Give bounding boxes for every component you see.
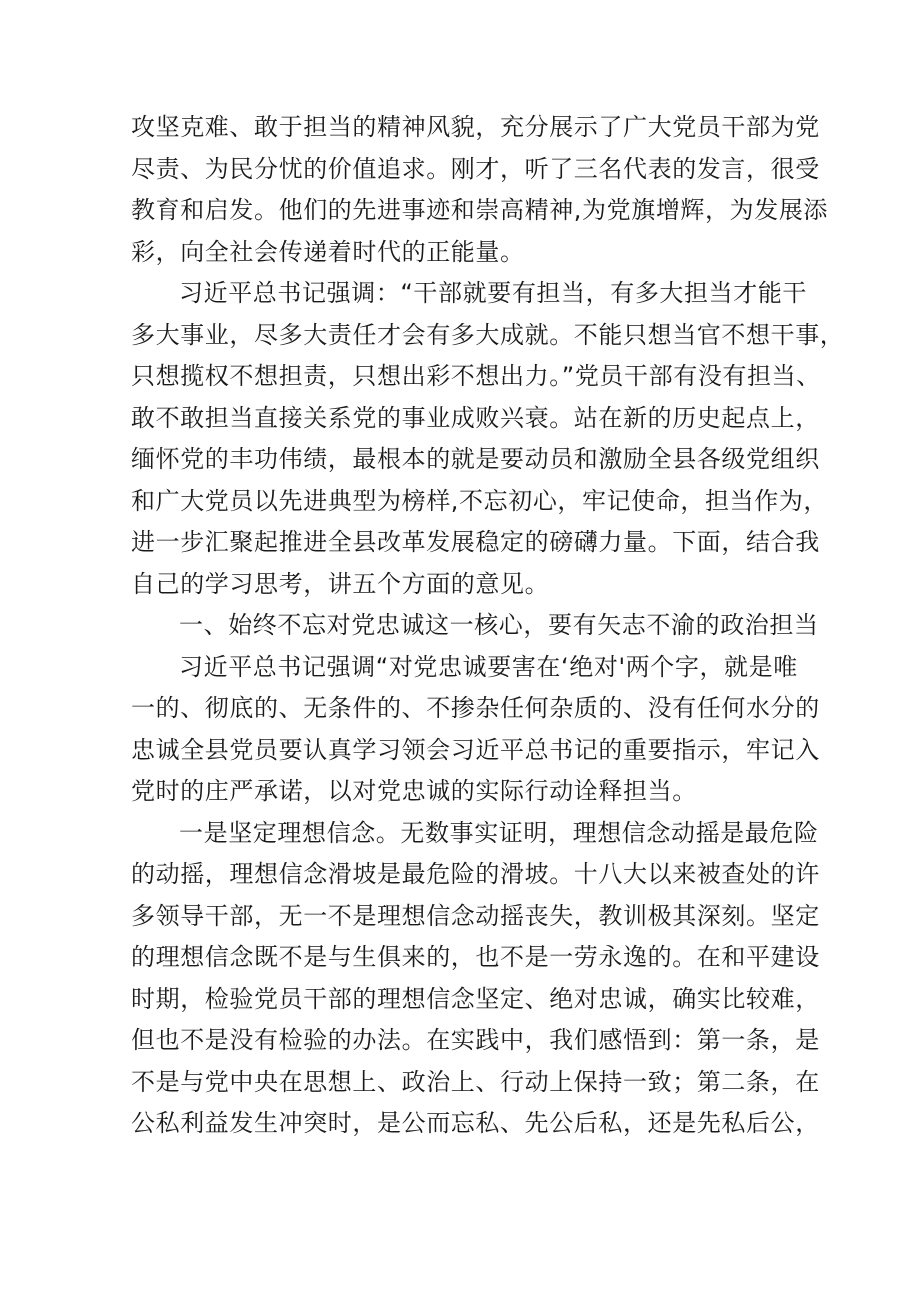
- text-line: 多大事业，尽多大责任才会有多大成就。不能只想当官不想干事，: [131, 320, 845, 349]
- text-line: 尽责、为民分忧的价值追求。刚才，听了三名代表的发言，很受: [131, 154, 820, 183]
- text-line: 和广大党员以先进典型为榜样,不忘初心，牢记使命，担当作为，: [131, 486, 829, 515]
- text-line: 攻坚克难、敢于担当的精神风貌，充分展示了广大党员干部为党: [131, 113, 820, 141]
- paragraph: [131, 647, 820, 813]
- text-line: 自己的学习思考，讲五个方面的意见。: [131, 569, 550, 598]
- text-line: 习近平总书记强调：“干部就要有担当，有多大担当才能干: [179, 279, 808, 307]
- text-line: 忠诚全县党员要认真学习领会习近平总书记的重要指示，牢记入: [131, 735, 820, 764]
- text-line: 公私利益发生冲突时，是公而忘私、先公后私，还是先私后公，: [131, 1109, 820, 1137]
- text-line: 敢不敢担当直接关系党的事业成败兴衰。站在新的历史起点上，: [131, 403, 820, 432]
- text-line: 时期，检验党员干部的理想信念坚定、绝对忠诚，确实比较难，: [131, 984, 820, 1013]
- text-line: 的动摇，理想信念滑坡是最危险的滑坡。十八大以来被查处的许: [131, 860, 820, 888]
- text-line: 缅怀党的丰功伟绩，最根本的就是要动员和激励全县各级党组织: [131, 445, 820, 473]
- paragraph: [131, 813, 820, 1145]
- text-line: 一是坚定理想信念。无数事实证明，理想信念动摇是最危险: [179, 818, 819, 847]
- text-line: 不是与党中央在思想上、政治上、行动上保持一致；第二条，在: [131, 1067, 820, 1096]
- text-line: 习近平总书记强调“对党忠诚要害在‘绝对'两个字，就是唯: [179, 652, 798, 681]
- text-line: 彩，向全社会传递着时代的正能量。: [131, 237, 525, 266]
- text-line: 但也不是没有检验的办法。在实践中，我们感悟到：第一条，是: [131, 1026, 820, 1054]
- text-line: 进一步汇聚起推进全县改革发展稳定的磅礴力量。下面，结合我: [131, 528, 820, 556]
- text-line: 只想揽权不想担责，只想出彩不想出力。”党员干部有没有担当、: [131, 362, 821, 390]
- document-body: [131, 107, 845, 1145]
- paragraph: [131, 273, 845, 605]
- text-line: 多领导干部，无一不是理想信念动摇丧失，教训极其深刻。坚定: [131, 901, 820, 930]
- text-line: 一、始终不忘对党忠诚这一核心，要有矢志不渝的政治担当: [179, 611, 819, 639]
- paragraph: [131, 605, 819, 647]
- text-line: 一的、彻底的、无条件的、不掺杂任何杂质的、没有任何水分的: [131, 694, 820, 722]
- text-line: 教育和启发。他们的先进事迹和崇高精神,为党旗增辉，为发展添: [131, 196, 829, 224]
- paragraph: [131, 107, 829, 273]
- text-line: 的理想信念既不是与生俱来的，也不是一劳永逸的。在和平建设: [131, 943, 820, 971]
- text-line: 党时的庄严承诺，以对党忠诚的实际行动诠释担当。: [131, 777, 697, 805]
